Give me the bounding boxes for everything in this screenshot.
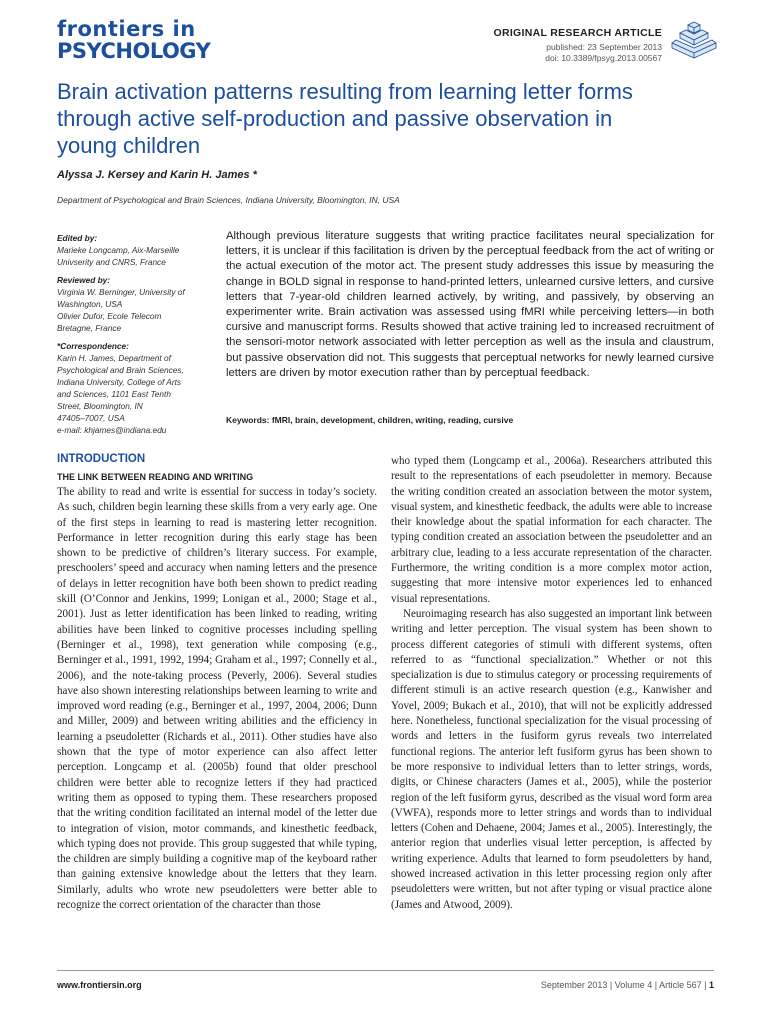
paragraph: who typed them (Longcamp et al., 2006a). Researchers attributed this result to the representations of each pseudoletter in memory. Because the writing condition created an association between the motor system, visual system, and kinesthetic feedback, the adults were able to increase their knowledge about the spatial information for each character. The typing condition created an association between the pseudoletter and an arbitrary clue, leading to a less accurate representation of the character. Furthermore, the writing condition is a more complex motor action, suggesting that more intensive motor experiences led to enhanced visual representations. [391, 455, 712, 605]
correspondence-line: and Sciences, 1101 East Tenth [57, 389, 171, 399]
reviewer-line: Olivier Dufor, Ecole Telecom [57, 311, 162, 321]
page-number: 1 [708, 980, 714, 990]
reviewed-by-block [57, 274, 207, 334]
article-type: ORIGINAL RESEARCH ARTICLE [493, 27, 662, 39]
section-heading-introduction: INTRODUCTION [57, 453, 146, 465]
article-title: Brain activation patterns resulting from learning letter forms through active self-production and passive observation in young children [57, 79, 633, 158]
correspondence-line: 47405–7007, USA [57, 413, 125, 423]
correspondence-line: Karin H. James, Department of [57, 353, 171, 363]
footer-website-link[interactable]: www.frontiersin.org [57, 980, 142, 990]
issue-text: September 2013 | Volume 4 | Article 567 | [540, 980, 707, 990]
edited-by-label: Edited by: [57, 233, 98, 243]
reviewer-line: Virginia W. Berninger, University of [57, 287, 185, 297]
footer-issue-info [541, 980, 714, 990]
body-column-left [57, 485, 377, 913]
journal-logo-line2: PSYCHOLOGY [57, 39, 211, 63]
author-list: Alyssa J. Kersey and Karin H. James * [57, 169, 257, 181]
reviewer-line: Bretagne, France [57, 323, 122, 333]
editor-line: Univserity and CNRS, France [57, 257, 166, 267]
correspondence-line: Street, Bloomington, IN [57, 401, 143, 411]
pyramid-logo-icon [670, 18, 718, 62]
edited-by-block [57, 232, 207, 268]
subsection-heading: THE LINK BETWEEN READING AND WRITING [57, 472, 254, 482]
reviewed-by-label: Reviewed by: [57, 275, 111, 285]
publication-meta [545, 42, 662, 64]
doi: doi: 10.3389/fpsyg.2013.00567 [545, 53, 662, 63]
correspondence-email[interactable]: e-mail: khjames@indiana.edu [57, 425, 167, 435]
paragraph: Neuroimaging research has also suggested an important link between writing and letter perception. The visual system has been shown to process different categories of stimuli with different systems, often referred to as “functional specialization.” Whether or not this specialization is due to stimulus category or processing requirements of different stimuli is an active research question (e.g., Kanwisher and Yovel, 2009; Bukach et al., 2010), that will not be explicitly addressed here. Nonetheless, functional specialization for the visual processing of words and letters in the fusiform gyrus reveals two interrelated functional regions. The anterior left fusiform gyrus has been shown to be more responsive to individual letters than to letter strings, words, digits, or Chinese characters (James et al., 2005), while the posterior region of the left fusiform gyrus, described as the visual word form area (VWFA), responds more to letter strings and words than to individual letters (Cohen and Dehaene, 2004; James et al., 2005). Interestingly, the anterior region that underlies visual letter perception, is affected by writing experience. Adults that learned to form pseudoletters by hand, showed increased activation in this letter processing region only after pseudoletters were written, but not after typing or visual practice alone (James and Atwood, 2009). [391, 607, 712, 911]
footer-divider [57, 970, 714, 971]
correspondence-line: Psychological and Brain Sciences, [57, 365, 184, 375]
correspondence-block [57, 340, 207, 436]
keywords: Keywords: fMRI, brain, development, children, writing, reading, cursive [226, 415, 514, 425]
body-column-right [391, 454, 712, 913]
correspondence-label: *Correspondence: [57, 341, 129, 351]
paragraph: The ability to read and write is essential for success in today’s society. As such, children begin learning these skills from a very early age. One of the first steps in learning to read is mastering letter recognition. Performance in letter recognition during this early stage has been shown to be predictive of children’s literary success. For example, preschoolers’ speed and accuracy when naming letters and the presence of delays in letter recognition have both been shown to predict reading skill (O’Connor and Jenkins, 1999; Lonigan et al., 2000; Stage et al., 2001). Just as letter identification has been linked to reading, writing abilities have been linked to cognitive processes including spelling (Berninger et al., 1998), text generation while composing (e.g., Berninger et al., 1991, 1992, 1994; Graham et al., 1997; Connelly et al., 2006), and the note-taking process (Peverly, 2006). Several studies have also shown interesting relationships between learning to write and improved word reading (e.g., Berninger et al., 1997, 2004, 2006; Dunn and Miller, 2009) and between writing abilities and the efficiency in learning a pseudoletter (Richards et al., 2011). Other studies have also shown that the type of motor experience can also affect letter perception. Longcamp et al. (2005b) found that older preschool children were better able to recognize letters if they had practiced writing them as opposed to typing them. These researchers proposed that the writing condition facilitated an internal model of the letter due to integration of vision, motor commands, and kinesthetic feedback, which typing does not provide. This group suggested that while typing, the children are simply building a cognitive map of the keyboard rather than gaining extensive knowledge about the letters that they learn. Similarly, adults who wrote new pseudoletters were better able to recognize the correct orientation of the character than those [57, 486, 377, 912]
affiliation: Department of Psychological and Brain Sciences, Indiana University, Bloomington, IN, USA [57, 195, 400, 205]
journal-logo-line1: frontiers in [57, 17, 196, 41]
abstract: Although previous literature suggests that writing practice facilitates neural specialization for letters, it is unclear if this facilitation is driven by the perceptual feedback from the act of writing or the actual execution of the motor act. The present study addresses this issue by measuring the change in BOLD signal in response to hand-printed letters, unlearned cursive letters, and cursive letters that 7-year-old children learned actively, by writing, and passively, by observing an experimenter write. Brain activation was assessed using fMRI while perceiving letters—in both cursive and manuscript forms. Results showed that active training led to increased recruitment of the sensori-motor network associated with letter perception as well as the insula and claustrum, but passive observation did not. This suggests that perceptual networks for newly learned cursive letters are driven by motor execution rather than by perceptual feedback. [226, 230, 714, 379]
published-date: published: 23 September 2013 [546, 42, 662, 52]
editor-line: Marieke Longcamp, Aix-Marseille [57, 245, 180, 255]
reviewer-line: Washington, USA [57, 299, 123, 309]
correspondence-line: Indiana University, College of Arts [57, 377, 182, 387]
